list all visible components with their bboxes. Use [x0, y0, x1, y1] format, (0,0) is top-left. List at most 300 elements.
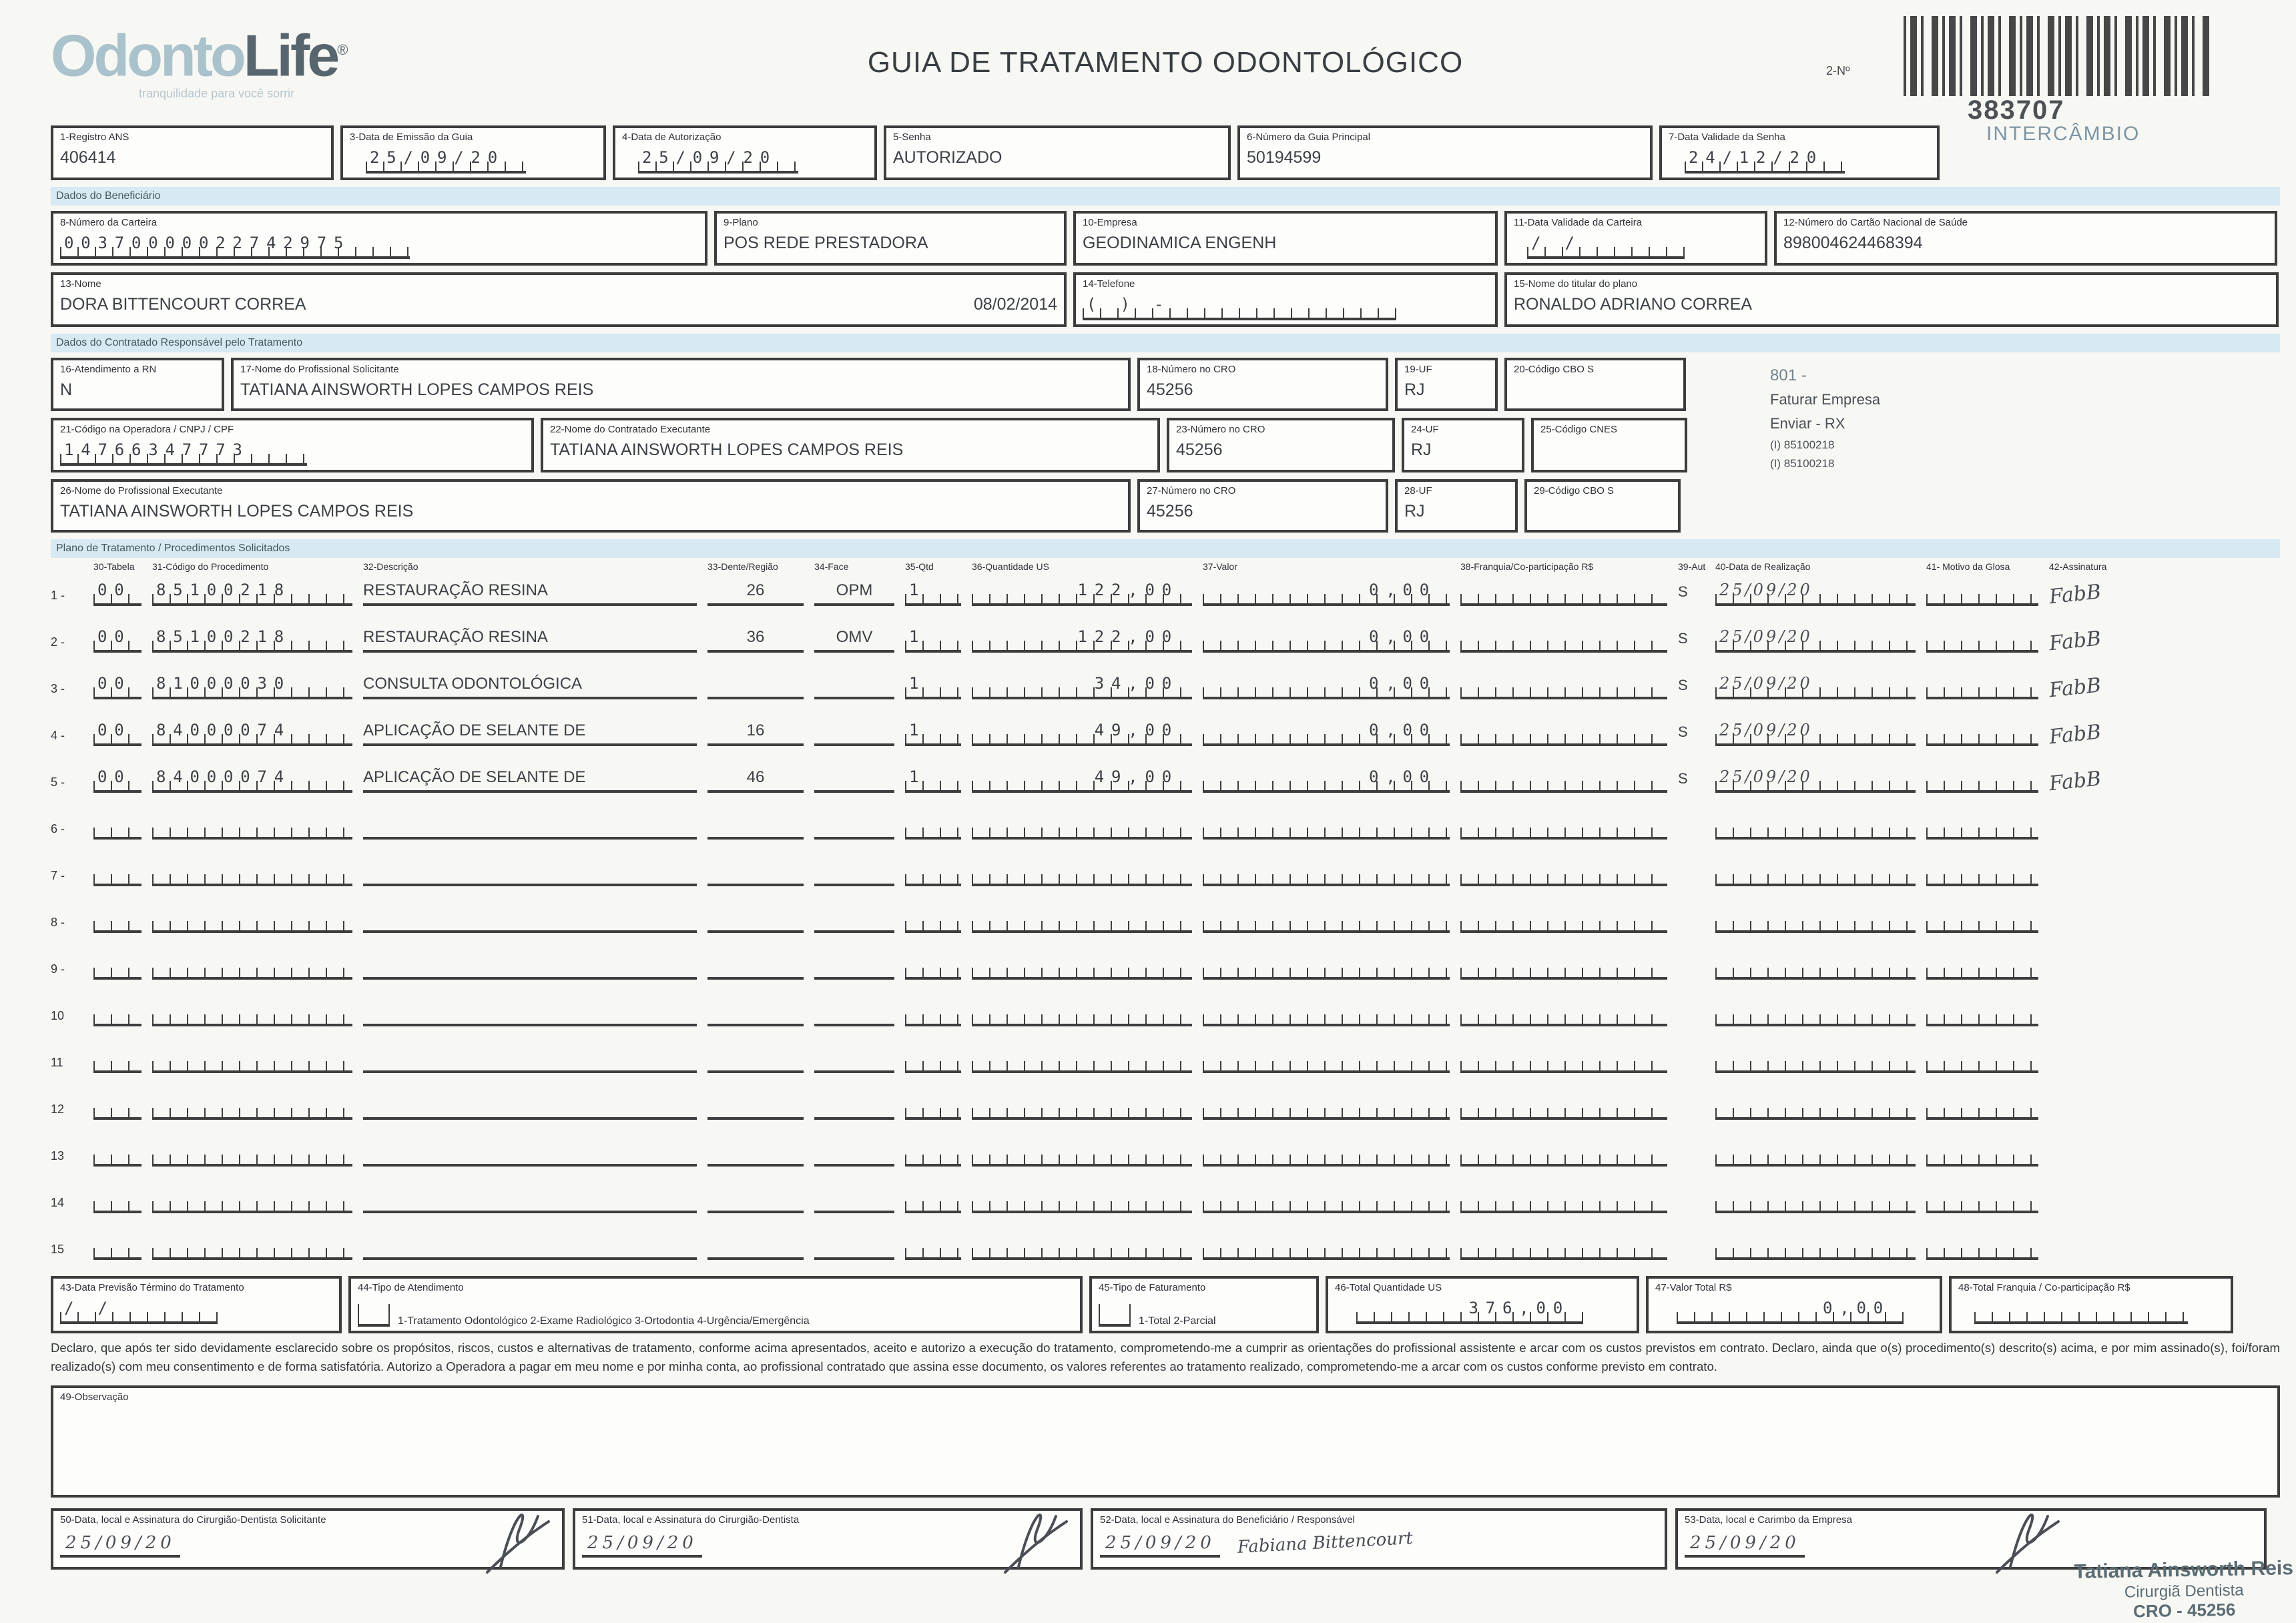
cell-descricao — [363, 908, 697, 933]
cell-face: OMV — [814, 627, 894, 653]
field-tipo-atendimento — [348, 1276, 1083, 1333]
cell-codigo — [152, 1094, 352, 1120]
cell-franquia — [1460, 908, 1667, 933]
cell-motivo-glosa — [1926, 1141, 2038, 1167]
field-label: 19-UF — [1404, 363, 1432, 375]
field-plano — [714, 211, 1067, 266]
field-telefone — [1073, 272, 1498, 327]
field-label: 46-Total Quantidade US — [1335, 1281, 1442, 1293]
tipo-faturamento-legend: 1-Total 2-Parcial — [1139, 1315, 1216, 1327]
cell-codigo — [152, 1141, 352, 1167]
cell-dente — [707, 1001, 804, 1026]
cell-descricao: RESTAURAÇÃO RESINA — [363, 627, 697, 653]
cell-valor — [1203, 954, 1450, 980]
cell-dente — [707, 954, 804, 980]
note-enviar-rx: Enviar - RX — [1770, 416, 1845, 432]
cell-valor — [1203, 1235, 1450, 1260]
cell-assinatura-handwritten — [2049, 972, 2156, 986]
field-value: 50194599 — [1247, 148, 1322, 167]
field-senha — [884, 125, 1231, 180]
field-value: 45256 — [1147, 502, 1193, 521]
cell-face — [814, 1235, 894, 1260]
field-value-comb: 0,00 — [1677, 1299, 1904, 1324]
field-value-comb: 24/12/20 — [1685, 148, 1845, 174]
cell-franquia — [1460, 1001, 1667, 1026]
field-label: 13-Nome — [60, 278, 101, 290]
cell-motivo-glosa — [1926, 1048, 2038, 1073]
row-number: 11 — [51, 1056, 63, 1069]
cell-dente: 46 — [707, 767, 804, 793]
field-label: 47-Valor Total R$ — [1655, 1281, 1732, 1293]
cell-descricao — [363, 1001, 697, 1026]
field-label: 14-Telefone — [1083, 278, 1135, 290]
cell-franquia — [1460, 767, 1667, 793]
field-label: 52-Data, local e Assinatura do Beneficiário / Responsável — [1100, 1513, 1355, 1526]
cell-data-realizacao-handwritten: 25/09/20 — [1715, 674, 1916, 699]
field-value-comb: / / — [1527, 234, 1685, 259]
field-value: TATIANA AINSWORTH LOPES CAMPOS REIS — [60, 502, 414, 521]
cell-valor — [1203, 1048, 1450, 1073]
cell-data-realizacao-handwritten: 25/09/20 — [1715, 721, 1916, 746]
field-value-comb: 25/09/20 — [366, 148, 526, 174]
cell-franquia — [1460, 721, 1667, 746]
cell-descricao: RESTAURAÇÃO RESINA — [363, 581, 697, 606]
birth-date-value: 08/02/2014 — [973, 295, 1057, 314]
registered-mark: ® — [337, 43, 346, 59]
field-cns — [1774, 211, 2277, 266]
cell-descricao — [363, 814, 697, 840]
handwritten-date: 25/09/20 — [60, 1534, 181, 1558]
cell-franquia — [1460, 1188, 1667, 1213]
field-contratado-executante — [541, 418, 1160, 472]
procedure-row — [51, 575, 2280, 609]
cell-face — [814, 908, 894, 933]
cell-franquia — [1460, 1235, 1667, 1260]
cell-assinatura-handwritten — [2049, 1018, 2156, 1032]
cell-franquia — [1460, 954, 1667, 980]
cell-qtd — [905, 1235, 961, 1260]
field-label: 51-Data, local e Assinatura do Cirurgião-Dentista — [582, 1513, 800, 1526]
field-total-us — [1326, 1276, 1639, 1333]
handwritten-date: 25/09/20 — [1100, 1534, 1221, 1558]
field-guia-principal — [1237, 125, 1653, 180]
cell-qtd — [905, 1141, 961, 1167]
cell-quantidade-us — [972, 1094, 1192, 1120]
cell-face: OPM — [814, 581, 894, 606]
field-label: 45-Tipo de Faturamento — [1099, 1281, 1206, 1293]
cell-data-realizacao-handwritten: 25/09/20 — [1715, 627, 1916, 653]
tipo-atendimento-checkbox — [358, 1304, 390, 1327]
cell-dente — [707, 861, 804, 886]
cell-descricao: APLICAÇÃO DE SELANTE DE — [363, 721, 697, 746]
cell-descricao — [363, 954, 697, 980]
cell-dente — [707, 1188, 804, 1213]
field-value: AUTORIZADO — [893, 148, 1002, 167]
cell-assinatura-handwritten: FabB — [2048, 766, 2102, 796]
cell-valor — [1203, 861, 1450, 886]
note-ref-2: (I) 85100218 — [1770, 456, 1835, 470]
cell-dente — [707, 1048, 804, 1073]
cell-aut: S — [1678, 585, 1688, 601]
cell-assinatura-handwritten — [2049, 1205, 2156, 1219]
field-value: 898004624468394 — [1783, 234, 1923, 252]
cell-assinatura-handwritten: FabB — [2048, 719, 2102, 749]
cell-dente — [707, 1235, 804, 1260]
row-number: 3 - — [51, 682, 65, 695]
cell-face — [814, 767, 894, 793]
field-observacao — [51, 1385, 2280, 1498]
cell-descricao: APLICAÇÃO DE SELANTE DE — [363, 767, 697, 793]
col-header-franquia: 38-Franquia/Co-participação R$ — [1460, 563, 1594, 573]
cell-face — [814, 1094, 894, 1120]
field-value-comb: 376,00 — [1356, 1299, 1583, 1324]
cell-assinatura-handwritten — [2049, 1065, 2156, 1079]
field-titular — [1504, 272, 2279, 327]
cell-data-realizacao-handwritten — [1715, 1188, 1916, 1213]
cell-descricao — [363, 1141, 697, 1167]
note-801: 801 - — [1770, 366, 1807, 384]
intercambio-stamp: INTERCÂMBIO — [1986, 123, 2140, 145]
procedure-row — [51, 1183, 2280, 1213]
cell-quantidade-us — [972, 954, 1192, 980]
field-label: 44-Tipo de Atendimento — [358, 1281, 464, 1293]
cell-qtd — [905, 861, 961, 886]
cell-aut — [1678, 928, 1705, 933]
field-label: 21-Código na Operadora / CNPJ / CPF — [60, 423, 234, 435]
field-label: 24-UF — [1411, 423, 1439, 435]
field-label: 22-Nome do Contratado Executante — [550, 423, 711, 435]
cell-qtd — [905, 1048, 961, 1073]
cell-data-realizacao-handwritten: 25/09/20 — [1715, 767, 1916, 793]
cell-tabela — [93, 1094, 141, 1120]
field-label: 29-Código CBO S — [1534, 484, 1615, 497]
cell-valor — [1203, 1001, 1450, 1026]
cell-quantidade-us: 122,00 — [972, 627, 1192, 653]
field-label: 50-Data, local e Assinatura do Cirurgião-Dentista Solicitante — [60, 1513, 326, 1526]
field-label: 18-Número no CRO — [1147, 363, 1236, 375]
field-uf-28 — [1395, 479, 1518, 533]
cell-quantidade-us — [972, 1001, 1192, 1026]
cell-dente: 36 — [707, 627, 804, 653]
cell-valor: 0,00 — [1203, 721, 1450, 746]
field-value: 45256 — [1147, 380, 1193, 399]
cell-quantidade-us — [972, 1235, 1192, 1260]
section-beneficiario: Dados do Beneficiário — [51, 187, 2280, 206]
guide-number: 383707 — [1968, 96, 2065, 125]
declaration-text: Declaro, que após ter sido devidamente esclarecido sobre os propósitos, riscos, custos e alternativas de tratamento, conforme acima apresentados, aceito e autorizo a execução do tratamento, comprometendo-me a cumprir as orientações do profissional assistente e arcar com os custos previstos em contrato. Declaro, ainda que o(s) procedimento(s) descrito(s) acima, e por mim assinado(s), foi/foram realizado(s) com meu consentimento e de forma satisfatória. Autorizo a Operadora a pagar em meu nome e por minha conta, ao profissional contratado que assina esse documento, os valores referentes ao tratamento realizado, comprometendo-me a arcar com os custos conforme previsto em contrato. — [51, 1341, 2280, 1373]
cell-codigo: 85100218 — [152, 581, 352, 606]
cell-data-realizacao-handwritten — [1715, 1141, 1916, 1167]
cell-quantidade-us: 49,00 — [972, 721, 1192, 746]
field-value: RONALDO ADRIANO CORREA — [1514, 295, 1753, 314]
barcode — [1904, 16, 2211, 96]
field-label: 11-Data Validade da Carteira — [1514, 216, 1643, 228]
field-label: 48-Total Franquia / Co-participação R$ — [1958, 1281, 2130, 1293]
form-title: GUIA DE TRATAMENTO ODONTOLÓGICO — [867, 45, 1464, 79]
cell-qtd: 1 — [905, 627, 961, 653]
cell-face — [814, 721, 894, 746]
cell-valor: 0,00 — [1203, 581, 1450, 606]
cell-motivo-glosa — [1926, 721, 2038, 746]
cell-dente — [707, 674, 804, 699]
cell-face — [814, 814, 894, 840]
cell-valor — [1203, 814, 1450, 840]
tipo-faturamento-checkbox — [1099, 1304, 1131, 1327]
field-cro-27 — [1137, 479, 1388, 533]
row-number: 2 - — [51, 635, 65, 649]
cell-assinatura-handwritten: FabB — [2048, 579, 2102, 609]
field-value: DORA BITTENCOURT CORREA — [60, 295, 306, 314]
signature-scribble — [978, 1500, 1072, 1575]
cell-qtd — [905, 814, 961, 840]
cell-quantidade-us — [972, 908, 1192, 933]
cell-valor: 0,00 — [1203, 767, 1450, 793]
cell-franquia — [1460, 861, 1667, 886]
procedure-row — [51, 856, 2280, 886]
cell-motivo-glosa — [1926, 1001, 2038, 1026]
procedure-row — [51, 809, 2280, 840]
cell-codigo — [152, 814, 352, 840]
cell-aut — [1678, 881, 1705, 886]
cell-aut — [1678, 1161, 1705, 1167]
cell-franquia — [1460, 814, 1667, 840]
cell-data-realizacao-handwritten — [1715, 814, 1916, 840]
cell-motivo-glosa — [1926, 954, 2038, 980]
cell-data-realizacao-handwritten — [1715, 861, 1916, 886]
cell-descricao — [363, 1188, 697, 1213]
procedure-row — [51, 902, 2280, 933]
cell-codigo: 84000074 — [152, 721, 352, 746]
cell-codigo — [152, 1235, 352, 1260]
cell-qtd: 1 — [905, 767, 961, 793]
field-empresa — [1073, 211, 1498, 266]
cell-face — [814, 1141, 894, 1167]
field-registro-ans — [51, 125, 334, 180]
cell-face — [814, 954, 894, 980]
contratado-block — [51, 358, 2280, 533]
field-value: GEODINAMICA ENGENH — [1083, 234, 1277, 252]
col-header-dente: 33-Dente/Região — [707, 563, 778, 573]
field-uf-19 — [1395, 358, 1498, 411]
field-label: 9-Plano — [724, 216, 758, 228]
field-label: 5-Senha — [893, 131, 931, 143]
procedure-row — [51, 949, 2280, 980]
handwritten-date: 25/09/20 — [1685, 1534, 1805, 1558]
cell-codigo: 84000074 — [152, 767, 352, 793]
tipo-atendimento-legend: 1-Tratamento Odontológico 2-Exame Radiológico 3-Ortodontia 4-Urgência/Emergência — [398, 1315, 810, 1327]
cell-dente — [707, 1094, 804, 1120]
field-value: TATIANA AINSWORTH LOPES CAMPOS REIS — [240, 380, 594, 399]
cell-quantidade-us — [972, 814, 1192, 840]
cell-face — [814, 1188, 894, 1213]
cell-codigo — [152, 954, 352, 980]
field-label: 27-Número no CRO — [1147, 484, 1236, 497]
row-number: 6 - — [51, 822, 65, 836]
cell-data-realizacao-handwritten — [1715, 908, 1916, 933]
row-number: 12 — [51, 1102, 65, 1116]
handwritten-date: 25/09/20 — [582, 1534, 703, 1558]
cell-assinatura-handwritten: FabB — [2048, 626, 2102, 656]
cell-franquia — [1460, 1094, 1667, 1120]
cell-aut — [1678, 834, 1705, 840]
sig-box-50 — [51, 1508, 565, 1570]
cell-qtd — [905, 1188, 961, 1213]
cell-valor: 0,00 — [1203, 627, 1450, 653]
cell-descricao: CONSULTA ODONTOLÓGICA — [363, 674, 697, 699]
cell-qtd: 1 — [905, 721, 961, 746]
cell-quantidade-us — [972, 1048, 1192, 1073]
signature-scribble — [1970, 1500, 2064, 1575]
cell-motivo-glosa — [1926, 861, 2038, 886]
field-label: 4-Data de Autorização — [622, 131, 722, 143]
cell-codigo — [152, 1048, 352, 1073]
field-value-comb: / / — [60, 1299, 218, 1324]
cell-motivo-glosa — [1926, 674, 2038, 699]
cell-tabela: 00 — [93, 721, 141, 746]
cell-face — [814, 1001, 894, 1026]
field-tipo-faturamento — [1089, 1276, 1319, 1333]
stamp-name: Tatiana Ainsworth Reis — [2073, 1557, 2293, 1584]
cell-codigo: 85100218 — [152, 627, 352, 653]
cell-franquia — [1460, 627, 1667, 653]
cell-motivo-glosa — [1926, 908, 2038, 933]
sig-box-51 — [573, 1508, 1083, 1570]
cell-dente — [707, 814, 804, 840]
field-validade-senha — [1659, 125, 1940, 180]
cell-tabela — [93, 861, 141, 886]
field-value: N — [60, 380, 73, 399]
cell-tabela — [93, 1188, 141, 1213]
col-header-tabela: 30-Tabela — [93, 563, 135, 573]
cell-codigo — [152, 861, 352, 886]
cell-codigo — [152, 1001, 352, 1026]
procedure-row — [51, 715, 2280, 749]
field-label: 7-Data Validade da Senha — [1669, 131, 1785, 143]
cell-assinatura-handwritten — [2049, 1112, 2156, 1126]
cell-qtd — [905, 954, 961, 980]
cell-aut — [1678, 1255, 1705, 1260]
cell-codigo: 81000030 — [152, 674, 352, 699]
note-faturar-empresa: Faturar Empresa — [1770, 392, 1881, 408]
cell-qtd — [905, 908, 961, 933]
cell-data-realizacao-handwritten — [1715, 954, 1916, 980]
field-label: 6-Número da Guia Principal — [1247, 131, 1371, 143]
row-number: 7 - — [51, 869, 65, 882]
stamp-cro: CRO - 45256 — [2132, 1599, 2236, 1622]
field-value: RJ — [1404, 502, 1425, 521]
cell-aut: S — [1678, 631, 1688, 647]
cell-motivo-glosa — [1926, 1235, 2038, 1260]
field-label: 8-Número da Carteira — [60, 216, 158, 228]
procedures-table — [51, 575, 2280, 1260]
signature-scribble — [461, 1500, 554, 1575]
field-value-comb: 00370000022742975 — [60, 234, 410, 259]
cell-data-realizacao-handwritten: 25/09/20 — [1715, 581, 1916, 606]
row-number: 8 - — [51, 916, 65, 929]
field-label: 53-Data, local e Carimbo da Empresa — [1685, 1513, 1852, 1526]
field-atendimento-rn — [51, 358, 224, 411]
cell-data-realizacao-handwritten — [1715, 1094, 1916, 1120]
cell-descricao — [363, 1048, 697, 1073]
cell-assinatura-handwritten — [2049, 1159, 2156, 1173]
cell-tabela: 00 — [93, 674, 141, 699]
section-plano: Plano de Tratamento / Procedimentos Solicitados — [51, 539, 2280, 558]
row-number: 9 - — [51, 962, 65, 976]
cell-motivo-glosa — [1926, 767, 2038, 793]
dentist-stamp — [2074, 1557, 2294, 1622]
procedure-row — [51, 1136, 2280, 1167]
field-label: 23-Número no CRO — [1176, 423, 1265, 435]
procedure-row — [51, 669, 2280, 703]
cell-aut: S — [1678, 678, 1688, 694]
stamp-role: Cirurgiã Dentista — [2124, 1580, 2244, 1602]
cell-assinatura-handwritten — [2049, 832, 2156, 846]
field-nome — [51, 272, 1067, 327]
field-cbo-29 — [1524, 479, 1681, 533]
cell-motivo-glosa — [1926, 1188, 2038, 1213]
col-header-quantidade-us: 36-Quantidade US — [972, 563, 1049, 573]
field-value: 406414 — [60, 148, 116, 167]
procedure-row — [51, 1089, 2280, 1120]
field-value: TATIANA AINSWORTH LOPES CAMPOS REIS — [550, 440, 904, 459]
cell-dente — [707, 908, 804, 933]
cell-descricao — [363, 861, 697, 886]
cell-tabela: 00 — [93, 627, 141, 653]
procedures-header — [51, 563, 2280, 573]
cell-valor — [1203, 1141, 1450, 1167]
sig-box-52 — [1091, 1508, 1667, 1570]
field-data-emissao — [340, 125, 606, 180]
cell-tabela — [93, 908, 141, 933]
field-value-comb — [1974, 1299, 2188, 1324]
col-header-codigo: 31-Código do Procedimento — [152, 563, 269, 573]
field-valor-total — [1646, 1276, 1942, 1333]
field-label: 20-Código CBO S — [1514, 363, 1595, 375]
row-number: 1 - — [51, 589, 65, 602]
cell-quantidade-us: 122,00 — [972, 581, 1192, 606]
cell-aut: S — [1678, 771, 1688, 787]
cell-qtd — [905, 1001, 961, 1026]
field-value-comb: ( ) - — [1083, 295, 1396, 320]
field-prof-executante — [51, 479, 1131, 533]
cell-motivo-glosa — [1926, 1094, 2038, 1120]
field-cro-23 — [1167, 418, 1395, 472]
field-label: 3-Data de Emissão da Guia — [350, 131, 473, 143]
cell-descricao — [363, 1235, 697, 1260]
margin-notes — [1770, 366, 2010, 470]
cell-valor — [1203, 1188, 1450, 1213]
cell-dente — [707, 1141, 804, 1167]
cell-aut — [1678, 1021, 1705, 1026]
row-number: 5 - — [51, 775, 65, 789]
cell-quantidade-us — [972, 1141, 1192, 1167]
field-label: 16-Atendimento a RN — [60, 363, 157, 375]
cell-assinatura-handwritten — [2049, 1252, 2156, 1266]
row-number: 14 — [51, 1196, 65, 1209]
field-codigo-operadora — [51, 418, 534, 472]
cell-aut — [1678, 1208, 1705, 1213]
cell-aut — [1678, 1068, 1705, 1073]
field-prof-solicitante — [231, 358, 1131, 411]
row-number: 10 — [51, 1009, 65, 1022]
cell-tabela — [93, 1048, 141, 1073]
col-header-valor: 37-Valor — [1203, 563, 1237, 573]
cell-tabela: 00 — [93, 581, 141, 606]
field-cbo-20 — [1504, 358, 1686, 411]
cell-valor — [1203, 1094, 1450, 1120]
cell-motivo-glosa — [1926, 627, 2038, 653]
field-label: 10-Empresa — [1083, 216, 1137, 228]
